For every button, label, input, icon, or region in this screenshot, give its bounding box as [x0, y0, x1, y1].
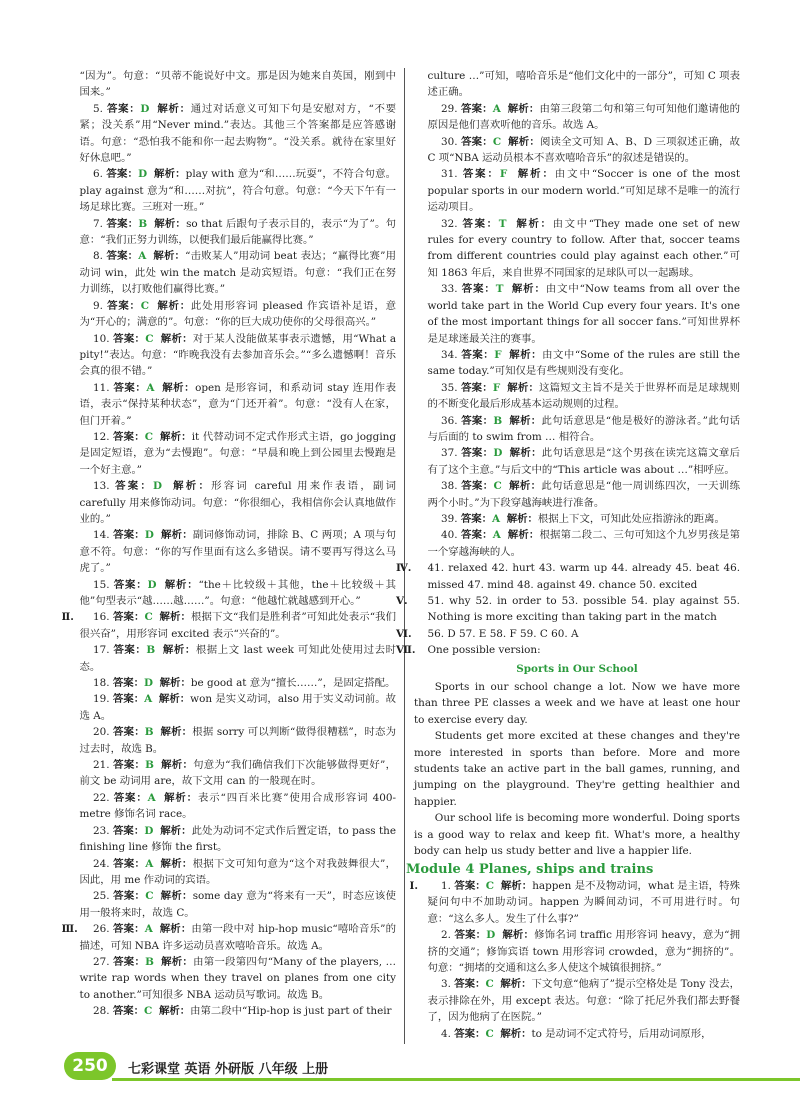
- answer-item: [414, 445, 740, 478]
- answer-choice: C: [144, 1005, 153, 1018]
- analysis-text: 由第一段中对 hip-hop music“嘻哈音乐”的描述，可知 NBA 许多运动员喜欢嘻哈音乐。故选 A。: [79, 923, 396, 952]
- analysis-label: 解析：: [509, 348, 543, 361]
- answer-item: [66, 101, 396, 167]
- page-footer: [0, 1048, 800, 1088]
- answer-item: [66, 248, 396, 297]
- answer-item: [66, 216, 396, 249]
- answer-choice: F: [494, 348, 502, 361]
- answer-item: [414, 281, 740, 347]
- essay-title: Sports in Our School: [516, 662, 638, 675]
- question-number: 23.: [93, 824, 110, 837]
- analysis-label: 解析：: [508, 135, 540, 148]
- analysis-label: 解析：: [158, 1005, 191, 1018]
- answer-label: 答案：: [113, 955, 146, 968]
- analysis-text: 阅读全文可知 A、B、D 三项叙述正确，故 C 项“NBA 运动员根本不喜欢嘻哈音乐”的叙述是错误的。: [427, 135, 741, 165]
- analysis-label: 解析：: [154, 217, 187, 230]
- question-number: 4.: [441, 1027, 451, 1040]
- analysis-text: to 是动词不定式符号，后用动词原形，: [531, 1027, 712, 1040]
- analysis-label: 解析：: [162, 381, 196, 394]
- section-numeral: Ⅱ.: [61, 611, 74, 624]
- answer-choice: C: [145, 890, 154, 903]
- analysis-text: 此处为动词不定式作后置定语，to pass the finishing line 修饰 the first。: [79, 824, 397, 854]
- book-title: 七彩课堂 英语 外研版 八年级 上册: [128, 1062, 329, 1077]
- answer-label: 答案：: [113, 430, 145, 443]
- answer-choice: C: [485, 978, 494, 991]
- answer-label: 答案：: [112, 1005, 145, 1018]
- analysis-text: 由第三段第二句和第三句可知他们邀请他的原因是他们喜欢听他的音乐。故选 A。: [427, 102, 741, 132]
- analysis-text: 句意为“我们确信我们下次能够做得更好”，前文 be 动词用 are，故下文用 can 的一般现在时。: [79, 759, 397, 788]
- answer-choice: D: [144, 824, 154, 837]
- analysis-text: 由文中“Now teams from all over the world take part in the World Cup every four years. It's one of the most important things for all soccer fans.”可知世界杯是足球迷最关注的赛事。: [427, 283, 741, 345]
- question-number: 8.: [93, 250, 103, 263]
- analysis-label: 解析：: [500, 1027, 532, 1040]
- footer-rule: [112, 1078, 800, 1081]
- analysis-label: 解析：: [159, 677, 191, 690]
- question-number: 3.: [441, 978, 451, 991]
- answer-label: 答案：: [462, 217, 499, 230]
- analysis-text: happen 是不及物动词，what 是主语，特殊疑问句中不加助动词。happen 为瞬间动词，不可用进行时。句意：“这么多人。发生了什么事?”: [427, 879, 741, 925]
- answer-label: 答案：: [106, 250, 139, 263]
- answer-item: [414, 101, 740, 134]
- answer-choice: B: [145, 955, 154, 968]
- answer-choice: B: [138, 217, 148, 230]
- question-number: 28.: [93, 1005, 110, 1018]
- answer-choice: B: [144, 726, 154, 739]
- answer-label: 答案：: [106, 217, 139, 230]
- answer-label: 答案：: [113, 578, 148, 591]
- analysis-text: 由第一段第四句“Many of the players, … write rap words when they travel on planes from one city to another.”可知很多 NBA 运动员写歌词。故选 B。: [79, 955, 397, 1001]
- answer-label: 答案：: [454, 929, 487, 942]
- answer-choice: C: [493, 480, 502, 493]
- answer-label: 答案：: [461, 381, 493, 394]
- analysis-text: 根据下文可知句意为“这个对我鼓舞很大”，因此，用 me 作动词的宾语。: [79, 857, 396, 886]
- answer-choice: D: [153, 480, 163, 493]
- answer-item: [66, 298, 396, 331]
- essay-paragraph: Our school life is becoming more wonderful. Doing sports is a good way to relax and keep fit. What's more, a healthy body can help us study better and live a happier life.: [414, 812, 740, 858]
- answer-item: [414, 166, 740, 215]
- analysis-text: won 是实义动词，also 用于实义动词前。故选 A。: [79, 693, 397, 722]
- answer-list-text: 56. D 57. E 58. F 59. C 60. A: [427, 627, 579, 640]
- answer-choice: C: [144, 430, 154, 443]
- answer-item: [414, 216, 740, 282]
- answer-list-text: One possible version:: [427, 644, 541, 657]
- answer-item: [66, 429, 396, 478]
- analysis-label: 解析：: [160, 529, 193, 542]
- question-number: 9.: [93, 299, 103, 312]
- question-number: 2.: [441, 929, 451, 942]
- analysis-label: 解析：: [157, 102, 191, 115]
- question-number: 22.: [93, 791, 110, 804]
- analysis-label: 解析：: [509, 414, 542, 427]
- answer-label: 答案：: [113, 381, 147, 394]
- analysis-label: 解析：: [160, 824, 192, 837]
- page-number-badge: 250: [64, 1052, 116, 1080]
- left-column: [61, 68, 397, 1020]
- analysis-label: 解析：: [153, 250, 186, 263]
- analysis-label: 解析：: [160, 332, 193, 345]
- essay-paragraph: Students get more excited at these changes and they're more interested in sports than before. More and more students take an active part in the ball games, running, and jumping on the playground. They're getting healthier and happier.: [414, 730, 740, 808]
- analysis-text: “击败某人”用动词 beat 表达；“赢得比赛”用动词 win，此处 win the match 是动宾短语。句意：“我们正在努力训练，以打败他们赢得比赛。”: [79, 250, 396, 296]
- analysis-text: 修饰名词 traffic 用形容词 heavy，意为“拥挤的交通”；修饰宾语 town 用形容词 crowded，意为“拥挤的”。句意：“拥堵的交通和这么多人使这个城镇很拥挤。”: [427, 929, 741, 974]
- question-number: 15.: [93, 578, 110, 591]
- answer-item: [66, 724, 396, 757]
- answer-label: 答案：: [113, 644, 147, 657]
- analysis-text: 副词修饰动词，排除 B、C 两项；A 项与句意不符。句意：“你的写作里面有这么多错误。请不要再写得这么马虎了。”: [79, 529, 396, 575]
- analysis-label: 解析：: [154, 168, 186, 181]
- answer-label: 答案：: [112, 677, 145, 690]
- analysis-text: 下文句意“他病了”提示空格处是 Tony 没去，表示排除在外，用 except 表达。句意：“除了托尼外我们都去野餐了，因为他病了在医院。”: [427, 978, 741, 1024]
- analysis-label: 解析：: [159, 611, 192, 624]
- analysis-label: 解析：: [507, 102, 540, 115]
- answer-label: 答案：: [113, 726, 145, 739]
- section-numeral: Ⅴ.: [396, 595, 408, 607]
- answer-label: 答案：: [113, 890, 146, 903]
- analysis-text: 此句话意思是“他是极好的游泳者。”此句话与后面的 to swim from … 相符合。: [427, 414, 741, 443]
- answer-item: [66, 577, 396, 610]
- analysis-text: 对于某人没能做某事表示遗憾，用“What a pity!”表达。句意：“昨晚我没有去参加音乐会。”“多么遗憾啊！音乐会真的很不错。”: [79, 332, 397, 378]
- analysis-label: 解析：: [509, 480, 542, 493]
- question-number: 30.: [441, 135, 458, 148]
- analysis-label: 解析：: [507, 529, 540, 542]
- answer-item: [409, 878, 741, 927]
- answer-item: [66, 691, 396, 724]
- answer-label: 答案：: [106, 102, 141, 115]
- column-divider: [404, 68, 405, 1044]
- answer-label: 答案：: [113, 857, 146, 870]
- question-number: 36.: [441, 414, 458, 427]
- answer-item: [66, 1003, 396, 1019]
- question-number: 29.: [441, 102, 458, 115]
- answer-label: 答案：: [460, 512, 493, 525]
- analysis-text: 形容词 careful 用来作表语，副词 carefully 用来修饰动词。句意：“你很细心，我相信你会认真地做作业的。”: [79, 480, 396, 525]
- answer-label: 答案：: [461, 348, 495, 361]
- question-number: 14.: [93, 529, 110, 542]
- continued-text: “因为”。句意：“贝蒂不能说好中文。那是因为她来自英国，刚到中国来。”: [79, 70, 396, 99]
- answer-label: 答案：: [454, 1027, 486, 1040]
- question-number: 17.: [93, 644, 110, 657]
- analysis-text: 根据第二段二、三句可知这个九岁男孩是第一个穿越海峡的人。: [427, 529, 741, 558]
- answer-choice: C: [145, 332, 154, 345]
- question-number: 27.: [93, 955, 110, 968]
- answer-choice: D: [140, 102, 150, 115]
- answer-choice: A: [147, 791, 156, 804]
- answer-choice: D: [486, 929, 496, 942]
- answer-choice: A: [492, 102, 501, 115]
- section-numeral: Ⅵ.: [396, 627, 412, 640]
- question-number: 19.: [93, 693, 110, 706]
- question-number: 31.: [441, 168, 458, 181]
- analysis-text: 此句话意思是“这个男孩在读完这篇文章后有了这个主意。”与后文中的“This article was about …”相呼应。: [427, 447, 741, 476]
- question-number: 39.: [441, 512, 458, 525]
- section-numeral: Ⅰ.: [409, 879, 418, 892]
- right-column: [396, 68, 741, 1042]
- answer-choice: C: [140, 299, 150, 312]
- question-number: 20.: [93, 726, 110, 739]
- answer-label: 答案：: [107, 299, 141, 312]
- answer-item: [414, 413, 740, 446]
- analysis-label: 解析：: [517, 168, 555, 181]
- analysis-label: 解析：: [160, 726, 193, 739]
- analysis-label: 解析：: [500, 879, 533, 892]
- answer-label: 答案：: [113, 332, 146, 345]
- answer-label: 答案：: [112, 824, 145, 837]
- analysis-text: 由第二段中“Hip-hop is just part of their: [190, 1005, 392, 1018]
- analysis-text: “the＋比较级＋其他，the＋比较级＋其他”句型表示“越……越……”。句意：“他越忙就越感到开心。”: [79, 578, 397, 607]
- analysis-label: 解析：: [161, 759, 194, 772]
- answer-label: 答案：: [461, 135, 493, 148]
- section-numeral: Ⅳ.: [396, 562, 412, 575]
- question-number: 6.: [93, 168, 103, 181]
- answer-item: [66, 380, 396, 429]
- answer-item: [66, 478, 396, 527]
- answer-label: 答案：: [113, 529, 145, 542]
- answer-list: [396, 642, 740, 658]
- answer-choice: B: [493, 414, 503, 427]
- answer-item: [66, 675, 396, 691]
- answer-item: [61, 921, 396, 954]
- answer-choice: C: [492, 135, 502, 148]
- question-number: 16.: [93, 611, 110, 624]
- question-number: 32.: [441, 217, 458, 230]
- question-number: 12.: [93, 430, 110, 443]
- question-number: 38.: [441, 480, 458, 493]
- question-number: 26.: [93, 923, 110, 936]
- answer-choice: A: [492, 529, 501, 542]
- answer-label: 答案：: [462, 168, 500, 181]
- question-number: 13.: [93, 480, 110, 493]
- answer-item: [414, 1026, 740, 1042]
- question-number: 33.: [441, 283, 458, 296]
- analysis-label: 解析：: [516, 217, 553, 230]
- analysis-text: 这篇短文主旨不是关于世界杯而是足球规则的不断变化最后形成基本运动规则的过程。: [427, 381, 741, 411]
- answer-label: 答案：: [115, 480, 154, 493]
- answer-list: [396, 560, 740, 593]
- answer-item: [66, 331, 396, 380]
- answer-label: 答案：: [454, 978, 486, 991]
- answer-choice: C: [485, 879, 495, 892]
- analysis-text: so that 后跟句子表示目的，表示“为了”。句意：“我们正努力训练，以便我们最后能赢得比赛。”: [79, 217, 397, 247]
- analysis-text: it 代替动词不定式作形式主语，go jogging 是固定短语，意为“去慢跑”。句意：“早晨和晚上到公园里去慢跑是一个好主意。”: [79, 430, 396, 476]
- answer-choice: F: [499, 168, 508, 181]
- answer-item: [414, 380, 740, 413]
- answer-choice: A: [144, 923, 153, 936]
- analysis-label: 解析：: [511, 283, 546, 296]
- answer-label: 答案：: [113, 791, 148, 804]
- answer-label: 答案：: [112, 611, 145, 624]
- answer-item: [66, 642, 396, 675]
- analysis-label: 解析：: [160, 857, 193, 870]
- question-number: 21.: [93, 759, 110, 772]
- analysis-text: some day 意为“将来有一天”，时态应该使用一般将来时，故选 C。: [79, 890, 396, 919]
- answer-item: [414, 134, 740, 167]
- question-number: 34.: [441, 348, 458, 361]
- answer-choice: B: [145, 759, 154, 772]
- answer-choice: F: [492, 381, 501, 394]
- answer-list: [396, 626, 740, 642]
- answer-choice: A: [146, 381, 155, 394]
- analysis-text: 通过对话意义可知下句是安慰对方，“不要紧；没关系”用“Never mind.”表达。其他三个答案都是应答感谢语。句意：“恐怕我不能和你一起去购物”。“没关系。就待在家里好好休息吧。”: [79, 102, 397, 165]
- analysis-label: 解析：: [158, 693, 191, 706]
- answer-item: [66, 790, 396, 823]
- answer-label: 答案：: [461, 480, 494, 493]
- section-numeral: Ⅶ.: [396, 644, 416, 657]
- analysis-label: 解析：: [502, 929, 535, 942]
- analysis-label: 解析：: [160, 890, 193, 903]
- analysis-label: 解析：: [161, 955, 194, 968]
- answer-choice: A: [144, 693, 153, 706]
- answer-choice: D: [144, 529, 154, 542]
- answer-item: [414, 527, 740, 560]
- answer-choice: D: [147, 578, 157, 591]
- answer-label: 答案：: [113, 923, 145, 936]
- question-number: 35.: [441, 381, 458, 394]
- analysis-label: 解析：: [159, 923, 192, 936]
- analysis-label: 解析：: [164, 791, 198, 804]
- answer-item: [414, 511, 740, 527]
- analysis-text: 根据下文“我们是胜利者”可知此处表示“我们很兴奋”，用形容词 excited 表示“兴奋的”。: [79, 611, 397, 640]
- answer-label: 答案：: [106, 168, 139, 181]
- question-number: 18.: [93, 677, 110, 690]
- answer-item: [414, 927, 740, 976]
- answer-label: 答案：: [454, 879, 486, 892]
- module-heading: Module 4 Planes, ships and trains: [406, 861, 654, 877]
- answer-label: 答案：: [461, 447, 494, 460]
- answer-choice: D: [144, 677, 154, 690]
- analysis-text: be good at 意为“擅长……”，是固定搭配。: [190, 677, 396, 690]
- answer-choice: A: [145, 857, 154, 870]
- answer-item: [61, 609, 397, 642]
- answer-item: [414, 347, 740, 380]
- question-number: 24.: [93, 857, 110, 870]
- answer-choice: D: [138, 168, 148, 181]
- section-numeral: Ⅲ.: [61, 923, 78, 936]
- answer-label: 答案：: [112, 693, 145, 706]
- answer-choice: T: [495, 283, 504, 296]
- answer-list-text: 51. why 52. in order to 53. possible 54. play against 55. Nothing is more exciting than taking part in the match: [427, 595, 740, 624]
- answer-label: 答案：: [461, 529, 493, 542]
- answer-item: [66, 166, 396, 215]
- answer-item: [66, 954, 396, 1003]
- answer-item: [414, 478, 740, 511]
- answer-choice: C: [485, 1027, 494, 1040]
- answer-item: [66, 888, 396, 921]
- answer-item: [66, 823, 396, 856]
- answer-label: 答案：: [461, 283, 496, 296]
- answer-choice: A: [492, 512, 501, 525]
- analysis-text: 由文中“Some of the rules are still the same today.”可知仅是有些规则没有变化。: [427, 348, 740, 378]
- answer-choice: T: [498, 217, 507, 230]
- question-number: 5.: [93, 102, 103, 115]
- question-number: 1.: [441, 879, 451, 892]
- analysis-label: 解析：: [162, 644, 196, 657]
- analysis-text: play with 意为“和……玩耍”，不符合句意。play against 意为“和……对抗”，符合句意。句意：“今天下午有一场足球比赛。三班对一班。”: [79, 168, 397, 214]
- analysis-label: 解析：: [173, 480, 212, 493]
- answer-label: 答案：: [461, 102, 493, 115]
- continued-text: culture …”可知，嘻哈音乐是“他们文化中的一部分”，可知 C 项表述正确。: [427, 70, 740, 99]
- analysis-text: 表示“四百米比赛”使用合成形容词 400-metre 修饰名词 race。: [79, 791, 396, 821]
- analysis-text: 根据 sorry 可以判断“做得很糟糕”，时态为过去时，故选 B。: [79, 726, 396, 755]
- answer-list-text: 41. relaxed 42. hurt 43. warm up 44. already 45. beat 46. missed 47. mind 48. against 49. chance 50. excited: [427, 562, 740, 591]
- analysis-text: 此处用形容词 pleased 作宾语补足语，意为“开心的；满意的”。句意：“你的巨大成功使你的父母很高兴。”: [79, 299, 397, 329]
- question-number: 11.: [93, 381, 110, 394]
- answer-choice: B: [146, 644, 156, 657]
- question-number: 25.: [93, 890, 110, 903]
- analysis-label: 解析：: [500, 978, 532, 991]
- question-number: 7.: [93, 217, 103, 230]
- question-number: 40.: [441, 529, 458, 542]
- answer-item: [66, 856, 396, 889]
- answer-item: [66, 527, 396, 576]
- analysis-label: 解析：: [507, 381, 540, 394]
- analysis-text: 根据上下文，可知此处应指游泳的距离。: [537, 512, 725, 525]
- question-number: 10.: [93, 332, 110, 345]
- analysis-text: 根据上文 last week 可知此处使用过去时态。: [79, 644, 396, 673]
- analysis-label: 解析：: [506, 512, 538, 525]
- answer-choice: D: [493, 447, 503, 460]
- analysis-label: 解析：: [509, 447, 542, 460]
- analysis-text: 由文中“Soccer is one of the most popular sports in our modern world.”可知足球不是唯一的流行运动项目。: [427, 168, 741, 214]
- analysis-text: open 是形容词，和系动词 stay 连用作表语，表示“保持某种状态”，意为“门还开着”。句意：“没有人在家，但门开着。”: [79, 381, 397, 427]
- answer-label: 答案：: [461, 414, 494, 427]
- answer-item: [66, 757, 396, 790]
- answer-label: 答案：: [113, 759, 146, 772]
- answer-choice: C: [144, 611, 153, 624]
- analysis-label: 解析：: [160, 430, 192, 443]
- analysis-text: 此句话意思是“他一周训练四次，一天训练两个小时。”为下段穿越海峡进行准备。: [427, 480, 741, 509]
- answer-list: [396, 593, 740, 626]
- answer-item: [414, 976, 740, 1025]
- analysis-label: 解析：: [157, 299, 191, 312]
- answer-choice: A: [138, 250, 147, 263]
- analysis-label: 解析：: [164, 578, 199, 591]
- question-number: 37.: [441, 447, 458, 460]
- analysis-text: 由文中“They made one set of new rules for every country to follow. After that, soccer teams from different countries could play against each other.”可知 1863 年后，来自世界不同国家的足球队可以一起踢球。: [427, 217, 741, 279]
- essay-paragraph: Sports in our school change a lot. Now we have more than three PE classes a week and we have at least one hour to exercise every day.: [414, 681, 740, 726]
